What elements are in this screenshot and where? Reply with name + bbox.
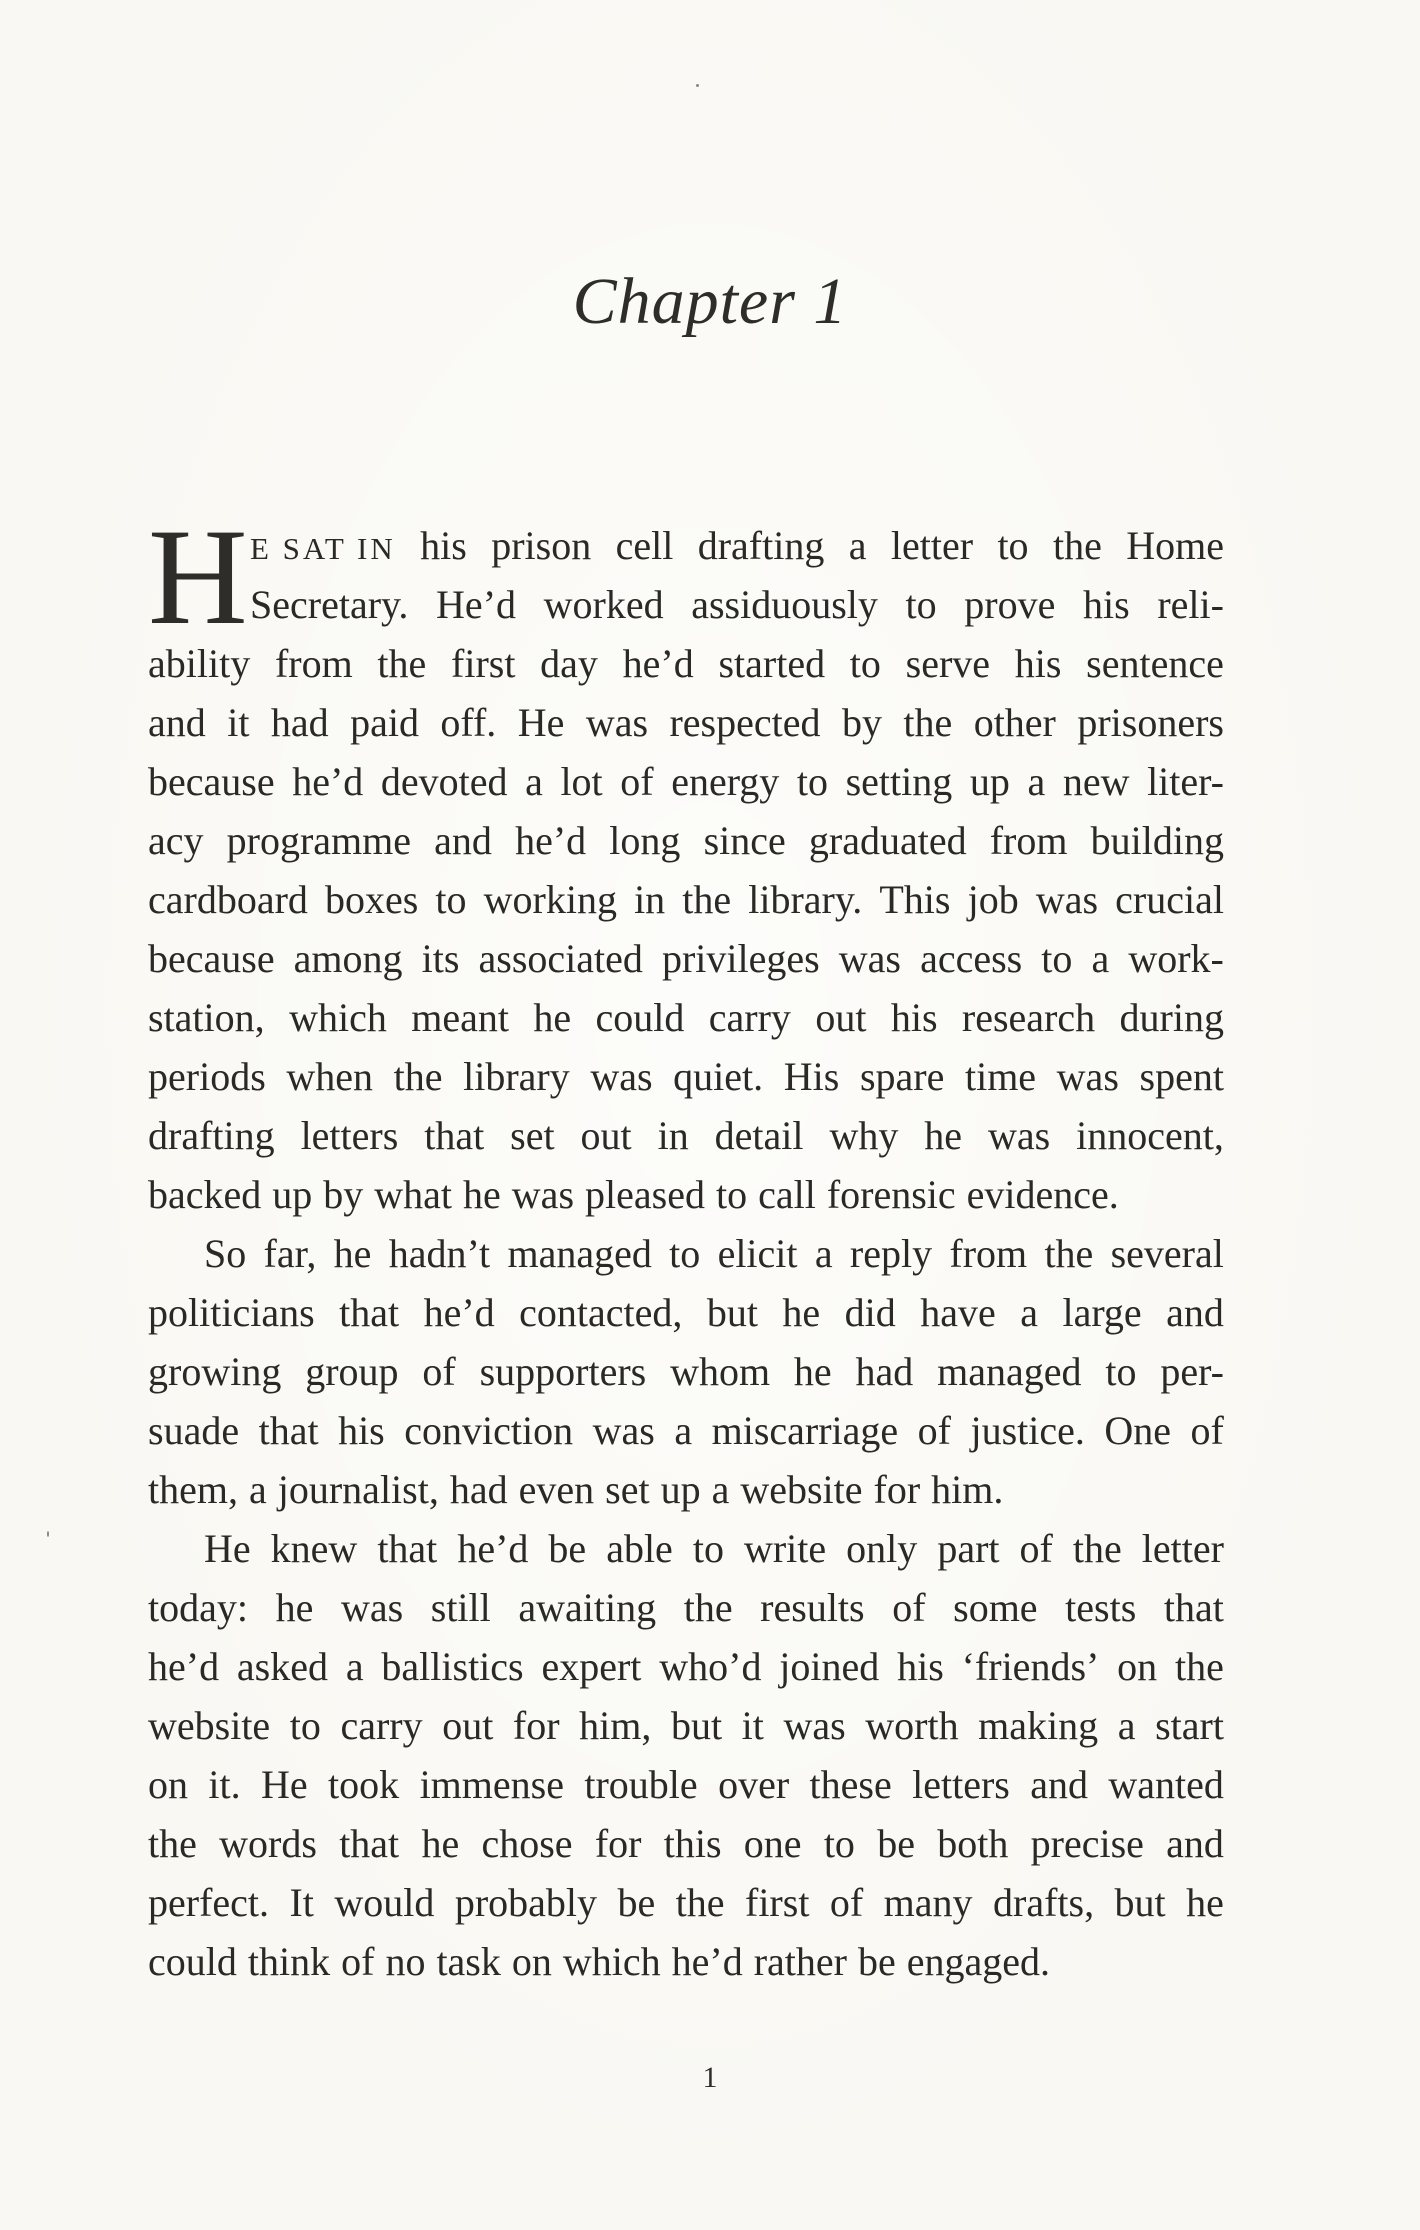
text-line: He knew that he’d be able to write only part of the letter [204, 1526, 1224, 1571]
body-text [148, 500, 1224, 1991]
text-line: drafting letters that set out in detail why he was innocent, [148, 1113, 1224, 1158]
page-number: 1 [702, 2061, 718, 2094]
text-line: acy programme and he’d long since graduated from building [148, 818, 1224, 863]
text-line: he’d asked a ballistics expert who’d joined his ‘friends’ on the [148, 1644, 1224, 1689]
text-line: growing group of supporters whom he had managed to per- [148, 1349, 1224, 1394]
paragraphs [148, 500, 1224, 1991]
text-line: Secretary. He’d worked assiduously to prove his reli- [250, 582, 1224, 627]
text-line: cardboard boxes to working in the library. This job was crucial [148, 877, 1224, 922]
text-line: today: he was still awaiting the results of some tests that [148, 1585, 1224, 1630]
chapter-title: Chapter 1 [572, 265, 848, 338]
drop-cap: H [148, 500, 248, 653]
text-line: them, a journalist, had even set up a website for him. [148, 1467, 1004, 1512]
text-line: politicians that he’d contacted, but he did have a large and [148, 1290, 1224, 1335]
text-line: on it. He took immense trouble over these letters and wanted [148, 1762, 1224, 1807]
paragraph [148, 1224, 1224, 1519]
text-line: suade that his conviction was a miscarriage of justice. One of [148, 1408, 1224, 1453]
text-line: website to carry out for him, but it was worth making a start [148, 1703, 1224, 1748]
paragraph [148, 1519, 1224, 1991]
text-line: and it had paid off. He was respected by the other prisoners [148, 700, 1224, 745]
text-line: perfect. It would probably be the first of many drafts, but he [148, 1880, 1224, 1925]
text-line: because he’d devoted a lot of energy to setting up a new liter- [148, 759, 1224, 804]
paper-speck [696, 84, 699, 87]
text-line: because among its associated privileges was access to a work- [148, 936, 1224, 981]
text-line: station, which meant he could carry out his research during [148, 995, 1224, 1040]
text-line: backed up by what he was pleased to call forensic evidence. [148, 1172, 1119, 1217]
text-line: the words that he chose for this one to be both precise and [148, 1821, 1224, 1866]
text-line: So far, he hadn’t managed to elicit a reply from the several [204, 1231, 1224, 1276]
lead-in-small-caps: E SAT IN [250, 531, 396, 566]
text-line: E SAT IN his prison cell drafting a letter to the Home [250, 516, 1224, 575]
text-line: ability from the first day he’d started to serve his sentence [148, 641, 1224, 686]
paragraph [148, 500, 1224, 1224]
text-line: periods when the library was quiet. His spare time was spent [148, 1054, 1224, 1099]
text-line: could think of no task on which he’d rather be engaged. [148, 1939, 1051, 1984]
paper-speck [47, 1531, 49, 1537]
